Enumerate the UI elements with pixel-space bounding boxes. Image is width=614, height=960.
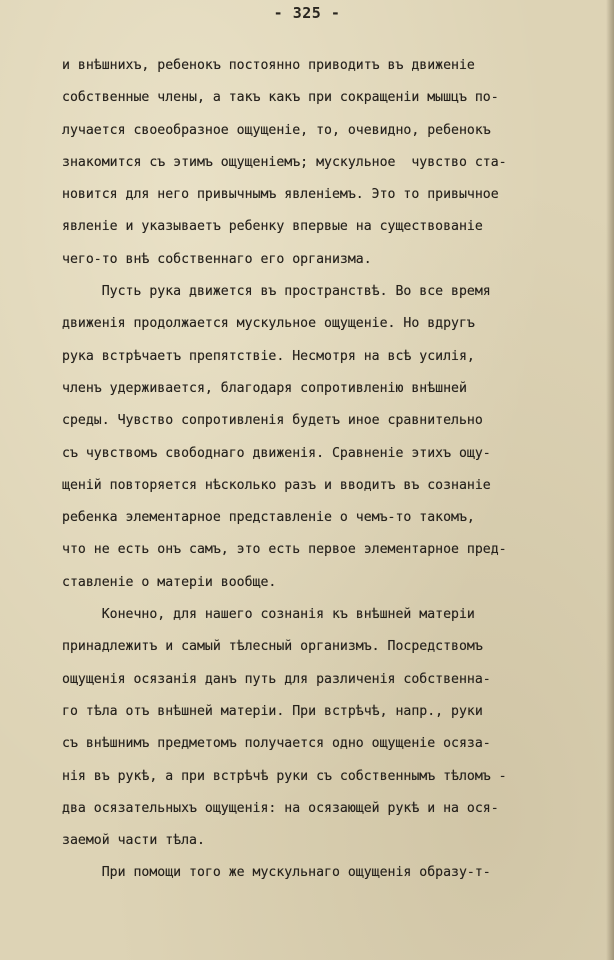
text-line: съ внѣшнимъ предметомъ получается одно ощущеніе осяза- — [62, 736, 491, 752]
text-line: новится для него привычнымъ явленіемъ. Это то привычное — [62, 187, 499, 203]
text-line: нія въ рукѣ, а при встрѣчѣ руки съ собственнымъ тѣломъ - — [62, 768, 507, 784]
text-line: два осязательныхъ ощущенія: на осязающей рукѣ и на ося- — [62, 800, 499, 816]
text-line: Пусть рука движется въ пространствѣ. Во все время — [62, 284, 491, 300]
text-line: го тѣла отъ внѣшней матеріи. При встрѣчѣ, напр., руки — [62, 703, 483, 719]
text-line: рука встрѣчаетъ препятствіе. Несмотря на всѣ усилія, — [62, 348, 475, 364]
text-line: ощущенія осязанія данъ путь для различенія собственна- — [62, 671, 491, 687]
text-line: и внѣшнихъ, ребенокъ постоянно приводитъ въ движеніе — [62, 58, 475, 73]
text-line: съ чувствомъ свободнаго движенія. Сравненіе этихъ ощу- — [62, 445, 491, 461]
text-line: явленіе и указываетъ ребенку впервые на существованіе — [62, 219, 483, 235]
text-line: знакомится съ этимъ ощущеніемъ; мускульное чувство ста- — [62, 154, 507, 170]
text-line: ставленіе о матеріи вообще. — [62, 574, 277, 590]
text-line: движенія продолжается мускульное ощущеніе. Но вдругъ — [62, 316, 475, 332]
text-line: членъ удерживается, благодаря сопротивленію внѣшней — [62, 380, 467, 396]
body-text — [62, 50, 582, 890]
text-line: Конечно, для нашего сознанія къ внѣшней матеріи — [62, 607, 475, 623]
page-number: - 325 - — [273, 4, 341, 22]
text-line: щеній повторяется нѣсколько разъ и вводитъ въ сознаніе — [62, 477, 491, 493]
text-line: что не есть онъ самъ, это есть первое элементарное пред- — [62, 542, 507, 558]
text-line: лучается своеобразное ощущеніе, то, очевидно, ребенокъ — [62, 122, 491, 138]
text-line: заемой части тѣла. — [62, 833, 205, 849]
text-line: собственные члены, а такъ какъ при сокращеніи мышцъ по- — [62, 90, 499, 106]
text-line: чего-то внѣ собственнаго его организма. — [62, 251, 372, 267]
text-line: ребенка элементарное представленіе о чемъ-то такомъ, — [62, 510, 475, 526]
page-edge-shadow — [606, 0, 614, 960]
text-line: принадлежитъ и самый тѣлесный организмъ. Посредствомъ — [62, 639, 483, 655]
text-line: При помощи того же мускульнаго ощущенія образу-т- — [62, 865, 491, 881]
text-line: среды. Чувство сопротивленія будетъ иное сравнительно — [62, 413, 483, 429]
